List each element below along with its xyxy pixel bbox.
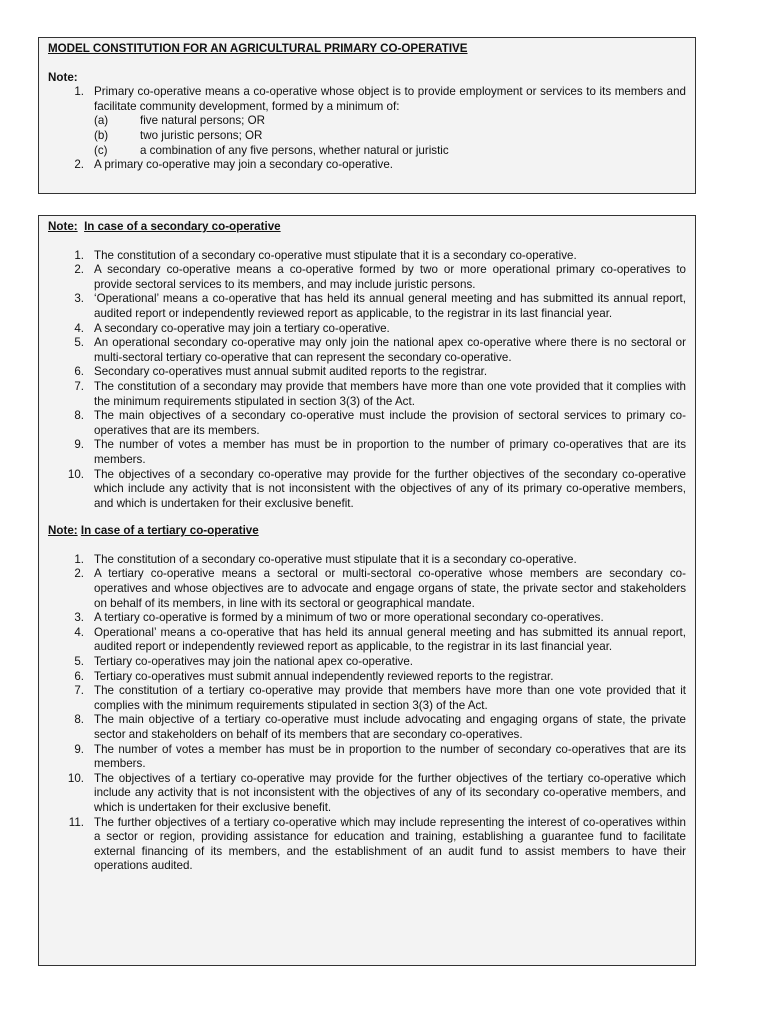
list-item	[48, 553, 686, 568]
list-item	[48, 655, 686, 670]
list-item	[48, 322, 686, 337]
item-number: 2.	[74, 263, 84, 277]
secondary-tertiary-note-box	[38, 215, 696, 966]
item-text: Primary co-operative means a co-operative whose object is to provide employment or services to its members and facilitate community development, formed by a minimum of:	[94, 85, 686, 113]
item-text-block	[94, 85, 686, 158]
list-item	[48, 158, 686, 173]
item-text: A secondary co-operative may join a tertiary co-operative.	[94, 321, 390, 335]
item-text: The constitution of a tertiary co-operative may provide that members have more than one vote provided that it complies with the minimum requirements stipulated in section 3(3) of the Act.	[94, 684, 686, 712]
secondary-note-label: Note:	[48, 220, 78, 233]
primary-note-list	[48, 85, 686, 173]
sub-item-letter: (c)	[94, 143, 108, 157]
list-item	[48, 336, 686, 365]
item-number: 5.	[74, 336, 84, 350]
item-text: A tertiary co-operative means a sectoral or multi-sectoral co-operative whose members are secondary co-operatives and whose objectives are to advocate and engage organs of state, the private sector and stakeholders on behalf of its members, in line with its sectoral or geographical mandate.	[94, 567, 686, 610]
list-item	[48, 626, 686, 655]
item-number: 10.	[67, 467, 84, 481]
item-text: The main objective of a tertiary co-operative must include advocating and engaging organs of state, the private sector and stakeholders on behalf of its members that are secondary co-operatives.	[94, 713, 686, 741]
item-number: 2.	[74, 158, 84, 172]
list-item	[48, 670, 686, 685]
item-text: The objectives of a secondary co-operative may provide for the further objectives of the secondary co-operative which include any activity that is not inconsistent with the objectives of any of its primary co-operative members, and which is undertaken for their exclusive benefit.	[94, 467, 686, 510]
sub-item-letter: (b)	[94, 128, 109, 142]
secondary-heading	[48, 220, 686, 235]
list-item	[48, 85, 686, 158]
item-number: 1.	[74, 552, 84, 566]
item-text: ‘Operational’ means a co-operative that has held its annual general meeting and has submitted its annual report, audited report or independently reviewed report as applicable, to the registrar in its last financial year.	[94, 292, 686, 320]
sub-item	[94, 114, 686, 129]
sub-item	[94, 129, 686, 144]
item-number: 3.	[74, 611, 84, 625]
item-number: 1.	[74, 248, 84, 262]
item-text: The number of votes a member has must be in proportion to the number of primary co-operatives that are its members.	[94, 438, 686, 466]
item-number: 11.	[68, 815, 84, 829]
item-number: 10.	[67, 771, 84, 785]
item-number: 8.	[74, 409, 84, 423]
list-item	[48, 684, 686, 713]
secondary-heading-text: In case of a secondary co-operative	[84, 220, 281, 233]
list-item	[48, 380, 686, 409]
tertiary-list	[48, 553, 686, 874]
item-number: 4.	[74, 321, 84, 335]
list-item	[48, 263, 686, 292]
item-number: 1.	[74, 85, 84, 99]
item-text: A primary co-operative may join a secondary co-operative.	[94, 158, 393, 172]
item-number: 7.	[74, 684, 84, 698]
item-number: 7.	[74, 379, 84, 393]
tertiary-heading	[48, 524, 686, 539]
list-item	[48, 816, 686, 874]
item-text: The objectives of a tertiary co-operative may provide for the further objectives of the tertiary co-operative which include any activity that is not inconsistent with the objectives of any of its secondary co-operative members, and which is undertaken for their exclusive benefit.	[94, 771, 686, 814]
item-number: 6.	[74, 365, 84, 379]
list-item	[48, 468, 686, 512]
list-item	[48, 409, 686, 438]
primary-cooperative-note-box	[38, 37, 696, 194]
sub-item	[94, 144, 686, 159]
sub-item-text: two juristic persons; OR	[140, 128, 263, 142]
item-number: 2.	[74, 567, 84, 581]
item-text: The further objectives of a tertiary co-operative which may include representing the interest of co-operatives within a sector or region, providing assistance for education and training, establishing a guarantee fund to facilitate external financing of its members, and the establishment of an audit fund to assist members to have their operations audited.	[94, 815, 686, 873]
sub-list	[94, 114, 686, 158]
item-number: 9.	[74, 742, 84, 756]
sub-item-text: five natural persons; OR	[140, 114, 266, 128]
list-item	[48, 713, 686, 742]
list-item	[48, 772, 686, 816]
item-text: Operational’ means a co-operative that has held its annual general meeting and has submitted its annual report, audited report or independently reviewed report as applicable, to the registrar in its last financial year.	[94, 625, 686, 654]
list-item	[48, 438, 686, 467]
tertiary-heading-text: In case of a tertiary co-operative	[80, 524, 259, 538]
item-text: Tertiary co-operatives may join the national apex co-operative.	[94, 655, 413, 669]
list-item	[48, 292, 686, 321]
item-text: A secondary co-operative means a co-operative formed by two or more operational primary co-operatives to provide sectoral services to its members, and may include juristic persons.	[94, 263, 686, 291]
item-text: Tertiary co-operatives must submit annual independently reviewed reports to the registrar.	[94, 669, 554, 683]
item-text: Secondary co-operatives must annual submit audited reports to the registrar.	[94, 365, 488, 379]
document-title: MODEL CONSTITUTION FOR AN AGRICULTURAL PRIMARY CO-OPERATIVE	[48, 42, 468, 55]
sub-item-letter: (a)	[94, 114, 109, 128]
item-text: The number of votes a member has must be in proportion to the number of secondary co-operatives that are its members.	[94, 742, 686, 771]
note-label: Note:	[48, 70, 78, 84]
secondary-list	[48, 249, 686, 512]
list-item	[48, 743, 686, 772]
item-text: The main objectives of a secondary co-operative must include the provision of sectoral services to primary co-operatives that are its members.	[94, 409, 686, 437]
list-item	[48, 611, 686, 626]
item-text: A tertiary co-operative is formed by a minimum of two or more operational secondary co-operatives.	[94, 611, 604, 625]
item-text: An operational secondary co-operative may only join the national apex co-operative where there is no sectoral or multi-sectoral tertiary co-operative that can represent the secondary co-operative.	[94, 336, 686, 364]
tertiary-note-label: Note:	[48, 524, 78, 538]
item-text: The constitution of a secondary co-operative must stipulate that it is a secondary co-operative.	[94, 552, 577, 566]
item-number: 3.	[74, 292, 84, 306]
list-item	[48, 365, 686, 380]
sub-item-text: a combination of any five persons, whether natural or juristic	[140, 143, 449, 157]
list-item	[48, 249, 686, 264]
item-text: The constitution of a secondary may provide that members have more than one vote provided that it complies with the minimum requirements stipulated in section 3(3) of the Act.	[94, 379, 686, 408]
item-number: 8.	[74, 713, 84, 727]
item-text: The constitution of a secondary co-operative must stipulate that it is a secondary co-operative.	[94, 248, 577, 262]
item-number: 4.	[74, 625, 84, 639]
item-number: 9.	[74, 438, 84, 452]
item-number: 5.	[74, 655, 84, 669]
list-item	[48, 567, 686, 611]
item-number: 6.	[74, 669, 84, 683]
